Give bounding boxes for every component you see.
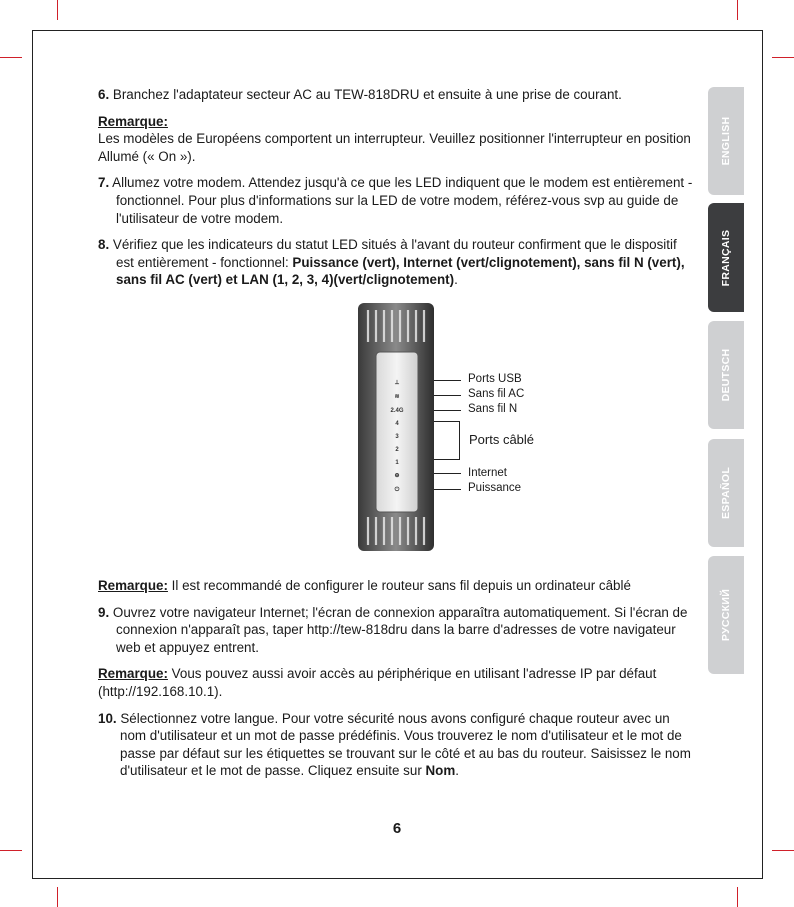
tab-espanol[interactable] xyxy=(708,439,744,547)
tab-label: РУССКИЙ xyxy=(720,588,732,642)
tab-label: DEUTSCH xyxy=(720,348,732,402)
label-wired-ports: Ports câblé xyxy=(469,432,535,447)
tab-russian[interactable] xyxy=(708,556,744,674)
led-lan1: 1 xyxy=(395,460,399,466)
step-text: Allumez votre modem. Attendez jusqu'à ce que les LED indiquent que le modem est entièrement - fonctionnel. Pour plus d'informations sur la LED de votre modem, référez-vous svp au guide de l'utilisateur de votre modem. xyxy=(112,175,693,226)
step-number: 7. xyxy=(98,175,110,191)
step-number: 9. xyxy=(98,604,110,620)
tab-francais[interactable] xyxy=(708,203,744,312)
step-text: Vérifiez que les indicateurs du statut LED situés à l'avant du routeur confirment que le dispositif est entièrement - fonctionnel: xyxy=(112,237,677,270)
step-text: Branchez l'adaptateur secteur AC au TEW-818DRU et ensuite à une prise de courant. xyxy=(112,87,622,102)
tab-english[interactable] xyxy=(708,87,744,195)
step-6 xyxy=(98,86,693,104)
note-label: Remarque: xyxy=(98,577,168,593)
callout-line-ac xyxy=(434,395,461,396)
led-lan3: 3 xyxy=(395,434,399,440)
note-label: Remarque: xyxy=(98,666,168,682)
led-usb-icon: ⟂ xyxy=(394,380,400,386)
led-power-icon: ⏻ xyxy=(394,487,400,493)
step-9 xyxy=(98,604,693,657)
note-2 xyxy=(98,577,693,595)
led-lan4: 4 xyxy=(395,421,399,427)
tab-label: ESPAÑOL xyxy=(720,466,732,520)
step-text: Sélectionnez votre langue. Pour votre sécurité nous avons configuré chaque routeur avec un nom d'utilisateur et un mot de passe prédéfinis. Vous trouverez le nom d'utilisateur et le mot de passe par défaut sur les étiquettes se trouvant sur le côté et au bas du routeur. Saisissez le nom d'utilisateur et le mot de passe. Cliquez ensuite sur xyxy=(120,710,691,779)
step-number: 8. xyxy=(98,237,110,253)
note-text: Les modèles de Européens comportent un interrupteur. Veuillez positionner l'interrupteur en position Allumé (« On »). xyxy=(98,131,691,164)
step-led-list: Puissance (vert), Internet (vert/clignotement), sans fil N (vert), sans fil AC (vert) et LAN (1, 2, 3, 4)(vert/clignotement) xyxy=(116,254,685,288)
label-wireless-ac: Sans fil AC xyxy=(468,388,525,400)
step-7 xyxy=(98,174,693,227)
callout-line-usb xyxy=(434,380,461,381)
step-text-end: . xyxy=(454,272,458,288)
label-power: Puissance xyxy=(468,482,522,494)
tab-label: FRANÇAIS xyxy=(720,229,732,286)
callout-line-internet xyxy=(434,473,461,474)
led-wireless-ac-icon: ≋ xyxy=(394,394,400,400)
step-10 xyxy=(98,710,693,780)
label-wireless-n: Sans fil N xyxy=(468,403,518,415)
step-text: Ouvrez votre navigateur Internet; l'écran de connexion apparaîtra automatiquement. Si l'écran de connexion n'apparaît pas, taper http://tew-818dru dans la barre d'adresses de votre navigateur web et appuyez entrent. xyxy=(112,604,688,655)
label-usb-ports: Ports USB xyxy=(468,373,522,385)
note-3 xyxy=(98,665,693,700)
led-internet-icon: ⊕ xyxy=(394,473,400,479)
note-text: Vous pouvez aussi avoir accès au périphérique en utilisant l'adresse IP par défaut (http://192.168.10.1). xyxy=(98,666,657,699)
step-text-end: . xyxy=(455,763,459,779)
callout-line-n xyxy=(434,410,461,411)
note-label: Remarque: xyxy=(98,113,168,129)
crop-mark xyxy=(772,57,794,58)
label-internet: Internet xyxy=(468,467,507,479)
step-number: 10. xyxy=(98,710,117,726)
crop-mark xyxy=(57,0,58,20)
step-8 xyxy=(98,236,693,289)
crop-mark xyxy=(737,887,738,907)
tab-deutsch[interactable] xyxy=(708,321,744,429)
led-lan2: 2 xyxy=(395,447,399,453)
crop-mark xyxy=(772,850,794,851)
page-number: 6 xyxy=(392,820,402,837)
led-wireless-n-icon: 2.4G xyxy=(390,408,404,414)
router-illustration xyxy=(356,302,436,552)
crop-mark xyxy=(0,57,22,58)
crop-mark xyxy=(737,0,738,20)
crop-mark xyxy=(57,887,58,907)
wired-ports-bracket xyxy=(434,421,460,460)
crop-mark xyxy=(0,850,22,851)
step-bold-word: Nom xyxy=(425,763,456,779)
callout-line-power xyxy=(434,489,461,490)
note-text: Il est recommandé de configurer le routeur sans fil depuis un ordinateur câblé xyxy=(167,577,631,593)
tab-label: ENGLISH xyxy=(720,116,732,166)
note-1 xyxy=(98,113,693,166)
step-number: 6. xyxy=(98,87,110,102)
